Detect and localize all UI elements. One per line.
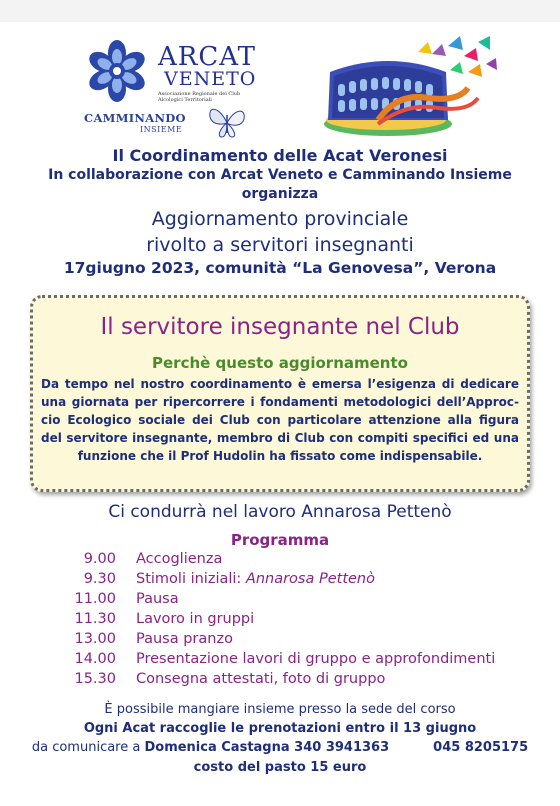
programma-item [0, 591, 560, 611]
programma-time: 13.00 [74, 631, 116, 647]
programma-time: 11.30 [74, 611, 116, 627]
programma-activity: Pausa pranzo [136, 631, 233, 647]
contact-name-phone: Domenica Castagna 340 3941363 [144, 740, 390, 755]
programma-activity: Accoglienza [136, 551, 223, 567]
box-title: Il servitore insegnante nel Club [100, 314, 460, 340]
arena-butterflies-illustration [318, 32, 502, 142]
arcat-wordmark [158, 44, 256, 103]
programma-activity: Pausa [136, 591, 179, 607]
programma-item [0, 571, 560, 591]
meal-info: È possibile mangiare insieme presso la sede del corso [104, 702, 456, 717]
arcat-name: ARCAT [158, 42, 256, 72]
contact-phone2: 045 8205175 [433, 740, 529, 755]
description-box [30, 295, 530, 492]
programma-time: 15.30 [74, 671, 116, 687]
programma-item [0, 631, 560, 651]
programma-time: 11.00 [74, 591, 116, 607]
contact-prefix: da comunicare a [31, 740, 145, 755]
programma-item [0, 551, 560, 571]
programma-activity: Presentazione lavori di gruppo e approfondimenti [136, 651, 496, 667]
event-title-line1: Aggiornamento provinciale [151, 208, 409, 230]
event-title-line2: rivolto a servitori insegnanti [146, 234, 414, 256]
butterfly-icon [206, 103, 248, 141]
programma-activity: Lavoro in gruppi [136, 611, 255, 627]
programma-time: 9.30 [83, 571, 116, 587]
lead-line: Ci condurrà nel lavoro Annarosa Pettenò [108, 502, 452, 522]
programma-time: 9.00 [83, 551, 116, 567]
cammina-line2: INSIEME [140, 125, 183, 134]
top-strip [0, 0, 560, 22]
organizer-line: Il Coordinamento delle Acat Veronesi [112, 146, 448, 165]
programma-title: Programma [230, 531, 330, 549]
programma-activity: Consegna attestati, foto di gruppo [136, 671, 386, 687]
cammina-line1: CAMMINANDO [84, 111, 186, 125]
programma-activity: Stimoli iniziali: Annarosa Pettenò [136, 571, 375, 587]
box-body: Da tempo nel nostro coordinamento è emersa l’esigenza di dedicare una giornata per ripercorrere i fondamenti metodologici dell’Approc-cio Ecologico sociale dei Club con particolare attenzione alla figura del servitore insegnante, membro di Club con compiti specifici ed una funzione che il Prof Hudolin ha fissato come indispensabile. [41, 377, 519, 463]
programma-item [0, 651, 560, 671]
camminando-insieme-logo [84, 103, 254, 143]
programma-speaker: Annarosa Pettenò [245, 571, 375, 587]
contact-line [0, 740, 560, 755]
box-subtitle: Perchè questo aggiornamento [152, 354, 408, 372]
programma-time: 14.00 [74, 651, 116, 667]
organizza-line: organizza [241, 186, 319, 202]
arcat-tagline: Associazione Regionale dei Club Alcologici Territoriali [158, 91, 241, 103]
collaboration-line: In collaborazione con Arcat Veneto e Camminando Insieme [48, 167, 512, 183]
programma-item [0, 671, 560, 691]
meal-cost: costo del pasto 15 euro [193, 760, 367, 775]
arcat-region: VENETO [164, 68, 257, 90]
arcat-flower-icon [86, 40, 148, 102]
event-date-location: 17giugno 2023, comunità “La Genovesa”, Verona [63, 259, 497, 277]
booking-deadline: Ogni Acat raccoglie le prenotazioni entro il 13 giugno [83, 721, 477, 736]
arcat-logo [86, 40, 257, 103]
programma-item [0, 611, 560, 631]
